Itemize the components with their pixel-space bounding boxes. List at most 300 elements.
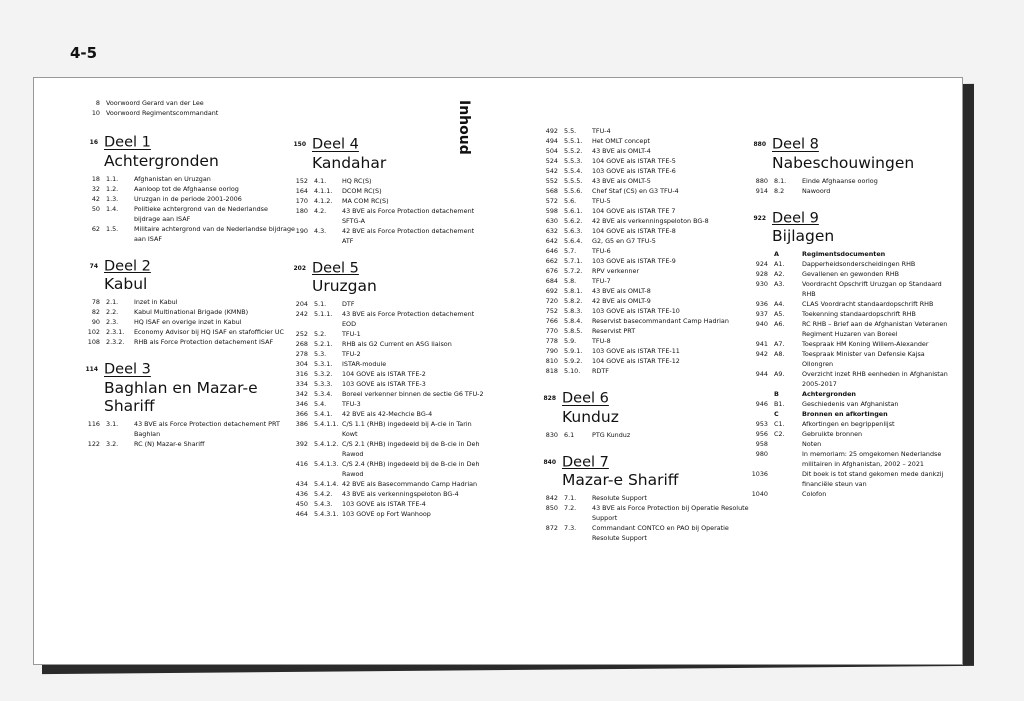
entry-number: 5.3.4. [314, 390, 333, 398]
entry-page: 1040 [751, 490, 768, 498]
entry-title: TFU-5 [592, 197, 611, 205]
entry-title: RDTF [592, 367, 609, 375]
toc-entry [284, 379, 484, 389]
toc-section [284, 136, 484, 246]
entry-page: 940 [755, 320, 768, 328]
toc-entry [284, 329, 484, 339]
entry-page: 304 [295, 360, 308, 368]
entry-number: 5.8.3. [564, 307, 583, 315]
section-title: Uruzgan [312, 277, 377, 295]
entry-page: 842 [545, 494, 558, 502]
entry-page: 152 [295, 176, 308, 185]
entry-number: A5. [774, 310, 785, 318]
entry-number: 1.1. [106, 174, 119, 183]
entry-page: 78 [91, 298, 100, 306]
entry-title: Afghanistan en Uruzgan [134, 174, 211, 183]
entry-title: 42 BVE als Basecommando Camp Hadrian [342, 480, 478, 488]
entry-title: 42 BVE als verkenningspeloton BG-8 [592, 217, 709, 225]
toc-section [76, 258, 296, 348]
toc-entry [76, 204, 296, 224]
entry-page: 850 [545, 504, 558, 512]
section-title: Kunduz [562, 407, 619, 426]
entry-title: Regimentsdocumenten [802, 250, 886, 258]
section-page: 74 [89, 262, 98, 270]
entry-title: 104 GOVE als ISTAR TFE-5 [592, 157, 676, 165]
toc-entry [744, 249, 954, 259]
entry-title: Kabul Multinational Brigade (KMNB) [134, 308, 249, 316]
entry-page: 268 [295, 340, 308, 348]
toc-entry [76, 337, 296, 347]
toc-entry [284, 349, 484, 359]
entry-page [744, 409, 774, 419]
section-page: 922 [753, 214, 766, 222]
entry-number: 5.1.1. [314, 310, 333, 318]
entry-number: 2.1. [106, 298, 119, 306]
toc-entry [744, 309, 954, 319]
toc-sheet [33, 77, 963, 665]
section-deel-label: Deel 5 [312, 260, 359, 276]
toc-entry [534, 266, 749, 276]
entry-number: 5.4. [314, 400, 327, 408]
entry-page: 928 [755, 270, 768, 278]
entry-page: 494 [545, 137, 558, 145]
entry-title: RC RHB – Brief aan de Afghanistan Veteranen Regiment Huzaren van Boreel [802, 320, 948, 338]
toc-entry [534, 336, 749, 346]
entry-title: 103 GOVE als ISTAR TFE-4 [342, 500, 426, 508]
section-title: Nabeschouwingen [772, 153, 915, 172]
section-deel-label: Deel 7 [562, 454, 609, 470]
section-deel-label: Deel 4 [312, 136, 359, 153]
entry-number: 5.5.6. [564, 187, 583, 195]
entry-page: 436 [295, 490, 308, 498]
entry-number: 5.4.1.2. [314, 440, 339, 448]
entry-title: TFU-2 [342, 350, 361, 358]
section-deel [744, 210, 954, 228]
entry-number: 5.6.2. [564, 217, 583, 225]
entry-title: Het OMLT concept [592, 137, 650, 145]
page-number: 4-5 [70, 44, 98, 62]
entry-number: A7. [774, 340, 785, 348]
entry-title: TFU-8 [592, 337, 611, 345]
entry-page: 684 [545, 277, 558, 285]
toc-entry [534, 503, 749, 523]
entry-page: 42 [91, 194, 100, 203]
toc-entry [534, 216, 749, 226]
toc-entry [534, 523, 749, 543]
toc-entry [284, 226, 484, 246]
entry-title: Chef Staf (CS) en G3 TFU-4 [592, 187, 679, 195]
entry-title: 43 BVE als Force Protection detachement PRT Baghlan [134, 419, 280, 438]
entry-number: 5.5. [564, 127, 577, 135]
entry-number: 5.8.1. [564, 287, 583, 295]
entry-number: 5.7. [564, 247, 577, 255]
toc-entry [284, 206, 484, 226]
entry-number: 5.6.1. [564, 207, 583, 215]
toc-section [744, 210, 954, 500]
entry-title: Nawoord [802, 186, 831, 195]
toc-entry [284, 299, 484, 309]
section-title: Kandahar [312, 153, 387, 172]
entry-page: 924 [755, 260, 768, 268]
entry-number: 5.4.3.1. [314, 510, 339, 518]
toc-entry [284, 409, 484, 419]
entry-number: 5.4.3. [314, 500, 333, 508]
toc-entry [534, 286, 749, 296]
entry-title: Overzicht inzet RHB eenheden in Afghanistan 2005-2017 [802, 370, 948, 388]
entry-number: 5.4.1. [314, 410, 333, 418]
entry-number: 5.8.5. [564, 327, 583, 335]
entry-number: 5.4.1.1. [314, 420, 339, 428]
section-page: 202 [293, 264, 306, 272]
entry-title: Reservist basecommandant Camp Hadrian [592, 317, 729, 325]
entry-title: C/S 2.1 (RHB) ingedeeld bij de B-cie in Deh Rawod [342, 440, 480, 458]
toc-entry [534, 366, 749, 376]
section-deel [534, 454, 749, 472]
entry-page: 102 [87, 328, 100, 336]
entry-number: 7.3. [564, 524, 577, 532]
entry-title: 43 BVE als Force Protection detachement SFTG-A [342, 206, 475, 225]
entry-number: 2.3.2. [106, 338, 125, 346]
section-deel [534, 390, 749, 408]
toc-entry [76, 184, 296, 194]
toc-entry [284, 196, 484, 206]
toc-entry [534, 226, 749, 236]
entry-title: Geschiedenis van Afghanistan [802, 400, 899, 408]
entry-title: 43 BVE als OMLT-4 [592, 147, 651, 155]
entry-number: 5.2.1. [314, 340, 333, 348]
toc-entry [744, 419, 954, 429]
toc-entry [744, 269, 954, 279]
entry-title: Toekenning standaardopschrift RHB [802, 310, 916, 318]
entry-number: 7.2. [564, 504, 577, 512]
entry-page: 818 [545, 367, 558, 375]
entry-title: 42 BVE als 42-Mechcie BG-4 [342, 410, 433, 418]
toc-entry [744, 399, 954, 409]
toc-entry [534, 166, 749, 176]
entry-number: 5.7.2. [564, 267, 583, 275]
entry-title: Bronnen en afkortingen [802, 410, 888, 418]
entry-number: A3. [774, 280, 785, 288]
entry-page: 346 [295, 400, 308, 408]
toc-entry [76, 317, 296, 327]
entry-title: Dit boek is tot stand gekomen mede dankzij financiële steun van [802, 470, 944, 488]
toc-entry [744, 469, 954, 489]
entry-page: 180 [295, 206, 308, 215]
entry-page: 632 [545, 227, 558, 235]
entry-number [774, 489, 802, 499]
entry-number: 5.9.2. [564, 357, 583, 365]
entry-title: G2, G5 en G7 TFU-5 [592, 237, 656, 245]
entry-number: 5.4.2. [314, 490, 333, 498]
section-deel [284, 136, 484, 154]
toc-entry [534, 126, 749, 136]
entry-page: 956 [755, 430, 768, 438]
section-page: 16 [89, 139, 98, 146]
section-page: 880 [753, 141, 766, 148]
entry-title: TFU-4 [592, 127, 611, 135]
entry-number: 5.3.2. [314, 370, 333, 378]
entry-number: 3.2. [106, 439, 119, 448]
toc-column-3 [534, 126, 749, 543]
toc-entry [744, 279, 954, 299]
entry-page: 170 [295, 196, 308, 205]
toc-section [534, 454, 749, 544]
entry-title: RHB als Force Protection detachement ISAF [134, 338, 274, 346]
entry-number: A8. [774, 350, 785, 358]
entry-page: 252 [295, 330, 308, 338]
entry-title: RPV verkenner [592, 267, 640, 275]
entry-number: 4.1.1. [314, 186, 333, 195]
entry-page: 416 [295, 460, 308, 468]
toc-section [284, 260, 484, 520]
toc-entry [76, 98, 296, 108]
entry-page: 10 [91, 109, 100, 117]
entry-title: Colofon [802, 490, 827, 498]
section-title: Baghlan en Mazar-e Shariff [104, 378, 258, 415]
entry-page: 334 [295, 380, 308, 388]
entry-number: A1. [774, 260, 785, 268]
entry-page: 204 [295, 300, 308, 308]
entry-number: 2.3.1. [106, 328, 125, 336]
entry-page [744, 249, 774, 259]
toc-entry [534, 146, 749, 156]
toc-entry [744, 409, 954, 419]
entry-title: Inzet in Kabul [134, 298, 178, 306]
entry-number: 1.3. [106, 194, 119, 203]
entry-number: 5.4.1.4. [314, 480, 339, 488]
entry-title: RC (N) Mazar-e Shariff [134, 439, 205, 448]
toc-section [534, 126, 749, 376]
entry-title: Aanloop tot de Afghaanse oorlog [134, 184, 239, 193]
entry-page: 116 [87, 419, 100, 428]
toc-entry [744, 176, 954, 186]
toc-entry [534, 430, 749, 440]
entry-page: 914 [755, 186, 768, 195]
toc-entry [284, 399, 484, 409]
toc-entry [534, 306, 749, 316]
entry-number [774, 449, 802, 469]
entry-page: 18 [91, 174, 100, 183]
toc-entry [284, 186, 484, 196]
toc-entry [284, 176, 484, 186]
entry-title: HQ RC(S) [342, 176, 372, 185]
entry-page: 450 [295, 500, 308, 508]
entry-title: C/S 2.4 (RHB) ingedeeld bij de B-cie in Deh Rawod [342, 460, 480, 478]
toc-entry [284, 499, 484, 509]
entry-page: 880 [755, 176, 768, 185]
toc-entry [534, 186, 749, 196]
section-deel [76, 134, 296, 152]
entry-title: Gebruikte bronnen [802, 430, 863, 438]
entry-page: 386 [295, 420, 308, 428]
entry-title: 103 GOVE op Fort Wanhoop [342, 510, 431, 518]
entry-number: 1.4. [106, 204, 119, 213]
toc-entry [744, 339, 954, 349]
entry-number: 5.9. [564, 337, 577, 345]
entry-title: 43 BVE als OMLT-8 [592, 287, 651, 295]
entry-title: C/S 1.1 (RHB) ingedeeld bij A-cie in Tarin Kowt [342, 420, 472, 438]
entry-number: 7.1. [564, 494, 577, 502]
entry-title: 103 GOVE als ISTAR TFE-11 [592, 347, 680, 355]
entry-title: Toespraak HM Koning Willem-Alexander [802, 340, 929, 348]
entry-number [774, 469, 802, 489]
entry-number: 4.1. [314, 176, 327, 185]
entry-title: Resolute Support [592, 494, 647, 502]
entry-number: 5.4.1.3. [314, 460, 339, 468]
entry-number: 5.5.3. [564, 157, 583, 165]
entry-number: 4.2. [314, 206, 327, 215]
toc-heading: Inhoud [456, 100, 472, 155]
toc-entry [534, 493, 749, 503]
toc-entry [744, 259, 954, 269]
entry-title: 43 BVE als verkenningspeloton BG-4 [342, 490, 459, 498]
entry-page: 646 [545, 247, 558, 255]
entry-title: HQ ISAF en overige inzet in Kabul [134, 318, 242, 326]
entry-page: 936 [755, 300, 768, 308]
toc-entry [744, 449, 954, 469]
toc-entry [534, 206, 749, 216]
entry-number: A4. [774, 300, 785, 308]
entry-page: 392 [295, 440, 308, 448]
entry-title: Voorwoord Gerard van der Lee [106, 99, 204, 107]
entry-page: 770 [545, 327, 558, 335]
section-page: 840 [543, 458, 556, 466]
entry-title: DTF [342, 300, 355, 308]
toc-column-2 [284, 122, 484, 519]
toc-entry [744, 186, 954, 196]
entry-number: 1.5. [106, 224, 119, 233]
section-deel [744, 136, 954, 154]
entry-number: 5.3.1. [314, 360, 333, 368]
entry-page: 108 [87, 338, 100, 346]
entry-page: 32 [91, 184, 100, 193]
entry-page: 50 [91, 204, 100, 213]
toc-entry [744, 389, 954, 399]
entry-title: 43 BVE als OMLT-5 [592, 177, 651, 185]
entry-page: 434 [295, 480, 308, 488]
entry-page: 930 [755, 280, 768, 288]
entry-title: Boreel verkenner binnen de sectie G6 TFU-2 [342, 390, 484, 398]
entry-page: 90 [91, 318, 100, 326]
toc-entry [534, 316, 749, 326]
entry-page: 504 [545, 147, 558, 155]
section-title: Bijlagen [772, 227, 835, 245]
toc-entry [284, 389, 484, 399]
entry-number: 5.5.4. [564, 167, 583, 175]
section-title: Kabul [104, 275, 148, 293]
toc-entry [744, 429, 954, 439]
toc-entry [76, 419, 296, 439]
entry-title: Economy Advisor bij HQ ISAF en stafofficier UC [134, 328, 284, 336]
section-deel-label: Deel 3 [104, 361, 151, 378]
toc-entry [534, 256, 749, 266]
toc-entry [284, 419, 484, 439]
entry-number: 8.1. [774, 176, 787, 185]
toc-entry [534, 156, 749, 166]
entry-title: Dapperheidsonderscheidingen RHB [802, 260, 916, 268]
entry-page: 366 [295, 410, 308, 418]
toc-entry [744, 489, 954, 499]
toc-entry [744, 319, 954, 339]
toc-section [534, 390, 749, 440]
entry-number: A [774, 250, 779, 258]
toc-entry [744, 349, 954, 369]
entry-page: 572 [545, 197, 558, 205]
entry-number: 5.9.1. [564, 347, 583, 355]
entry-title: Commandant CONTCO en PAO bij Operatie Resolute Support [592, 524, 729, 542]
toc-entry [744, 439, 954, 449]
section-title: Mazar-e Shariff [562, 471, 679, 489]
entry-page: 492 [545, 127, 558, 135]
entry-title: 104 GOVE als ISTAR TFE 7 [592, 207, 676, 215]
entry-number [774, 439, 802, 449]
entry-title: Reservist PRT [592, 327, 636, 335]
entry-page: 692 [545, 287, 558, 295]
entry-number: A6. [774, 320, 785, 328]
entry-page: 242 [295, 310, 308, 318]
entry-number: C2. [774, 430, 785, 438]
entry-title: TFU-7 [592, 277, 611, 285]
entry-page: 752 [545, 307, 558, 315]
entry-number: 5.6. [564, 197, 577, 205]
entry-title: Gevallenen en gewonden RHB [802, 270, 900, 278]
toc-entry [534, 136, 749, 146]
toc-entry [534, 296, 749, 306]
entry-page: 944 [755, 370, 768, 378]
entry-number: 5.3.3. [314, 380, 333, 388]
entry-page: 552 [545, 177, 558, 185]
section-deel-label: Deel 2 [104, 258, 151, 274]
toc-entry [534, 326, 749, 336]
entry-title: 104 GOVE als ISTAR TFE-8 [592, 227, 676, 235]
entry-page: 790 [545, 347, 558, 355]
entry-page: 980 [755, 450, 768, 458]
toc-section [744, 136, 954, 196]
toc-entry [76, 297, 296, 307]
entry-page: 937 [755, 310, 768, 318]
entry-page: 62 [91, 224, 100, 233]
entry-title: TFU-1 [342, 330, 361, 338]
entry-page: 720 [545, 297, 558, 305]
section-page: 828 [543, 395, 556, 402]
entry-page: 872 [545, 524, 558, 532]
entry-title: Uruzgan in de periode 2001-2006 [134, 194, 242, 203]
entry-page: 630 [545, 217, 558, 225]
entry-number: 5.5.1. [564, 137, 583, 145]
toc-entry [76, 224, 296, 244]
toc-entry [76, 194, 296, 204]
entry-page: 830 [545, 430, 558, 439]
entry-page: 642 [545, 237, 558, 245]
entry-title: RHB als G2 Current en ASG liaison [342, 340, 452, 348]
toc-entry [76, 327, 296, 337]
entry-number: B1. [774, 400, 785, 408]
entry-title: Politieke achtergrond van de Nederlandse bijdrage aan ISAF [134, 204, 268, 223]
toc-section [76, 361, 296, 449]
entry-number: 5.8.2. [564, 297, 583, 305]
entry-title: 42 BVE als Force Protection detachement ATF [342, 226, 475, 245]
entry-page: 946 [755, 400, 768, 408]
entry-page: 316 [295, 370, 308, 378]
entry-number: 5.7.1. [564, 257, 583, 265]
entry-title: 103 GOVE als ISTAR TFE-3 [342, 380, 426, 388]
section-deel [76, 361, 296, 379]
entry-number: 2.3. [106, 318, 119, 326]
entry-number: 5.2. [314, 330, 327, 338]
toc-entry [76, 108, 296, 118]
entry-title: 103 GOVE als ISTAR TFE-10 [592, 307, 680, 315]
toc-section [76, 134, 296, 244]
